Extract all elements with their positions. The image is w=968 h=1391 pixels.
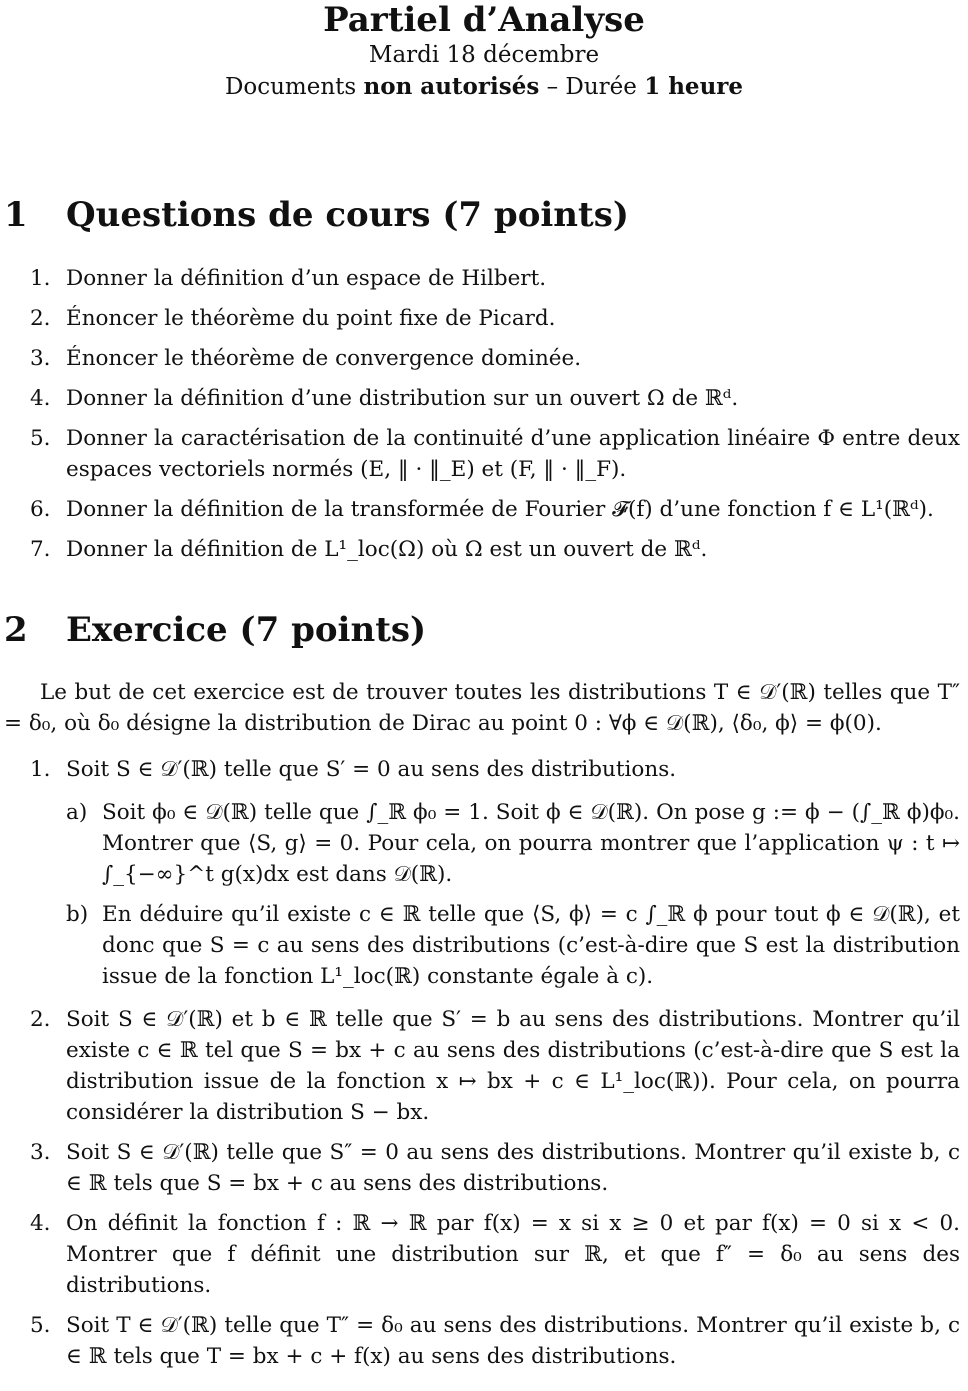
exercise-subquestion: b) En déduire qu’il existe c ∈ ℝ telle que ⟨S, ϕ⟩ = c ∫_ℝ ϕ pour tout ϕ ∈ 𝒟(ℝ), et donc que S = c au sens des distributions (c’est-à-dire que S est la distribution issue de la fonction L¹_loc(ℝ) constante égale à c). [66, 902, 960, 989]
course-question: 1. Donner la définition d’un espace de Hilbert. [30, 266, 547, 291]
section-2-heading: 2 Exercice (7 points) [4, 610, 427, 650]
course-question: 5. Donner la caractérisation de la continuité d’une application linéaire Φ entre deux espaces vectoriels normés (E, ‖ · ‖_E) et (F, ‖ · ‖_F). [30, 426, 960, 482]
exercise-question: 5. Soit T ∈ 𝒟′(ℝ) telle que T″ = δ₀ au sens des distributions. Montrer qu’il existe b, c ∈ ℝ tels que T = bx + c + f(x) au sens des distributions. [30, 1313, 960, 1369]
exam-date: Mardi 18 décembre [368, 42, 600, 68]
course-questions-list [30, 263, 960, 574]
exam-conditions: Documents non autorisés – Durée 1 heure [224, 73, 744, 100]
exercise-question: 2. Soit S ∈ 𝒟′(ℝ) et b ∈ ℝ telle que S′ = b au sens des distributions. Montrer qu’il existe c ∈ ℝ tel que S = bx + c au sens des distributions (c’est-à-dire que S est la distribution issue de la fonction x ↦ bx + c ∈ L¹_loc(ℝ)). Pour cela, on pourra considérer la distribution S − bx. [30, 1007, 960, 1125]
exercise-questions-list [30, 754, 960, 1381]
course-question: 3. Énoncer le théorème de convergence dominée. [30, 346, 582, 371]
course-question: 7. Donner la définition de L¹_loc(Ω) où Ω est un ouvert de ℝᵈ. [30, 537, 708, 562]
course-question: 6. Donner la définition de la transformée de Fourier 𝓕(f) d’une fonction f ∈ L¹(ℝᵈ). [30, 497, 934, 522]
course-question: 4. Donner la définition d’une distribution sur un ouvert Ω de ℝᵈ. [30, 386, 739, 411]
exercise-question: 1. Soit S ∈ 𝒟′(ℝ) telle que S′ = 0 au sens des distributions. a) Soit ϕ₀ ∈ 𝒟(ℝ) telle que ∫_ℝ ϕ₀ = 1. Soit ϕ ∈ 𝒟(ℝ). On pose g := ϕ − (∫_ℝ ϕ)ϕ₀. Montrer que ⟨S, g⟩ = 0. Pour cela, on pourra montrer que l’application ψ : t ↦ ∫_{−∞}^t g(x)dx est dans 𝒟(ℝ). b) En déduire qu’il existe c ∈ ℝ telle que ⟨S, ϕ⟩ = c ∫_ℝ ϕ pour tout ϕ ∈ 𝒟(ℝ), et donc que S = c au sens des distributions (c’est-à-dire que S est la distribution issue de la fonction L¹_loc(ℝ) constante égale à c). [30, 754, 960, 992]
exam-header [0, 0, 968, 103]
course-question: 2. Énoncer le théorème du point fixe de Picard. [30, 306, 556, 331]
exam-title: Partiel d’Analyse [323, 0, 645, 40]
section-1-heading: 1 Questions de cours (7 points) [4, 195, 629, 235]
exercise-subquestions [66, 797, 960, 992]
exercise-question: 4. On définit la fonction f : ℝ → ℝ par f(x) = x si x ≥ 0 et par f(x) = 0 si x < 0. Montrer que f définit une distribution sur ℝ, et que f″ = δ₀ au sens des distributions. [30, 1211, 960, 1298]
exercise-question: 3. Soit S ∈ 𝒟′(ℝ) telle que S″ = 0 au sens des distributions. Montrer qu’il existe b, c ∈ ℝ tels que S = bx + c au sens des distributions. [30, 1140, 960, 1196]
exercise-intro: Le but de cet exercice est de trouver toutes les distributions T ∈ 𝒟′(ℝ) telles que T″ = δ₀, où δ₀ désigne la distribution de Dirac au point 0 : ∀ϕ ∈ 𝒟(ℝ), ⟨δ₀, ϕ⟩ = ϕ(0). [4, 680, 960, 736]
exercise-subquestion: a) Soit ϕ₀ ∈ 𝒟(ℝ) telle que ∫_ℝ ϕ₀ = 1. Soit ϕ ∈ 𝒟(ℝ). On pose g := ϕ − (∫_ℝ ϕ)ϕ₀. Montrer que ⟨S, g⟩ = 0. Pour cela, on pourra montrer que l’application ψ : t ↦ ∫_{−∞}^t g(x)dx est dans 𝒟(ℝ). [66, 800, 960, 887]
